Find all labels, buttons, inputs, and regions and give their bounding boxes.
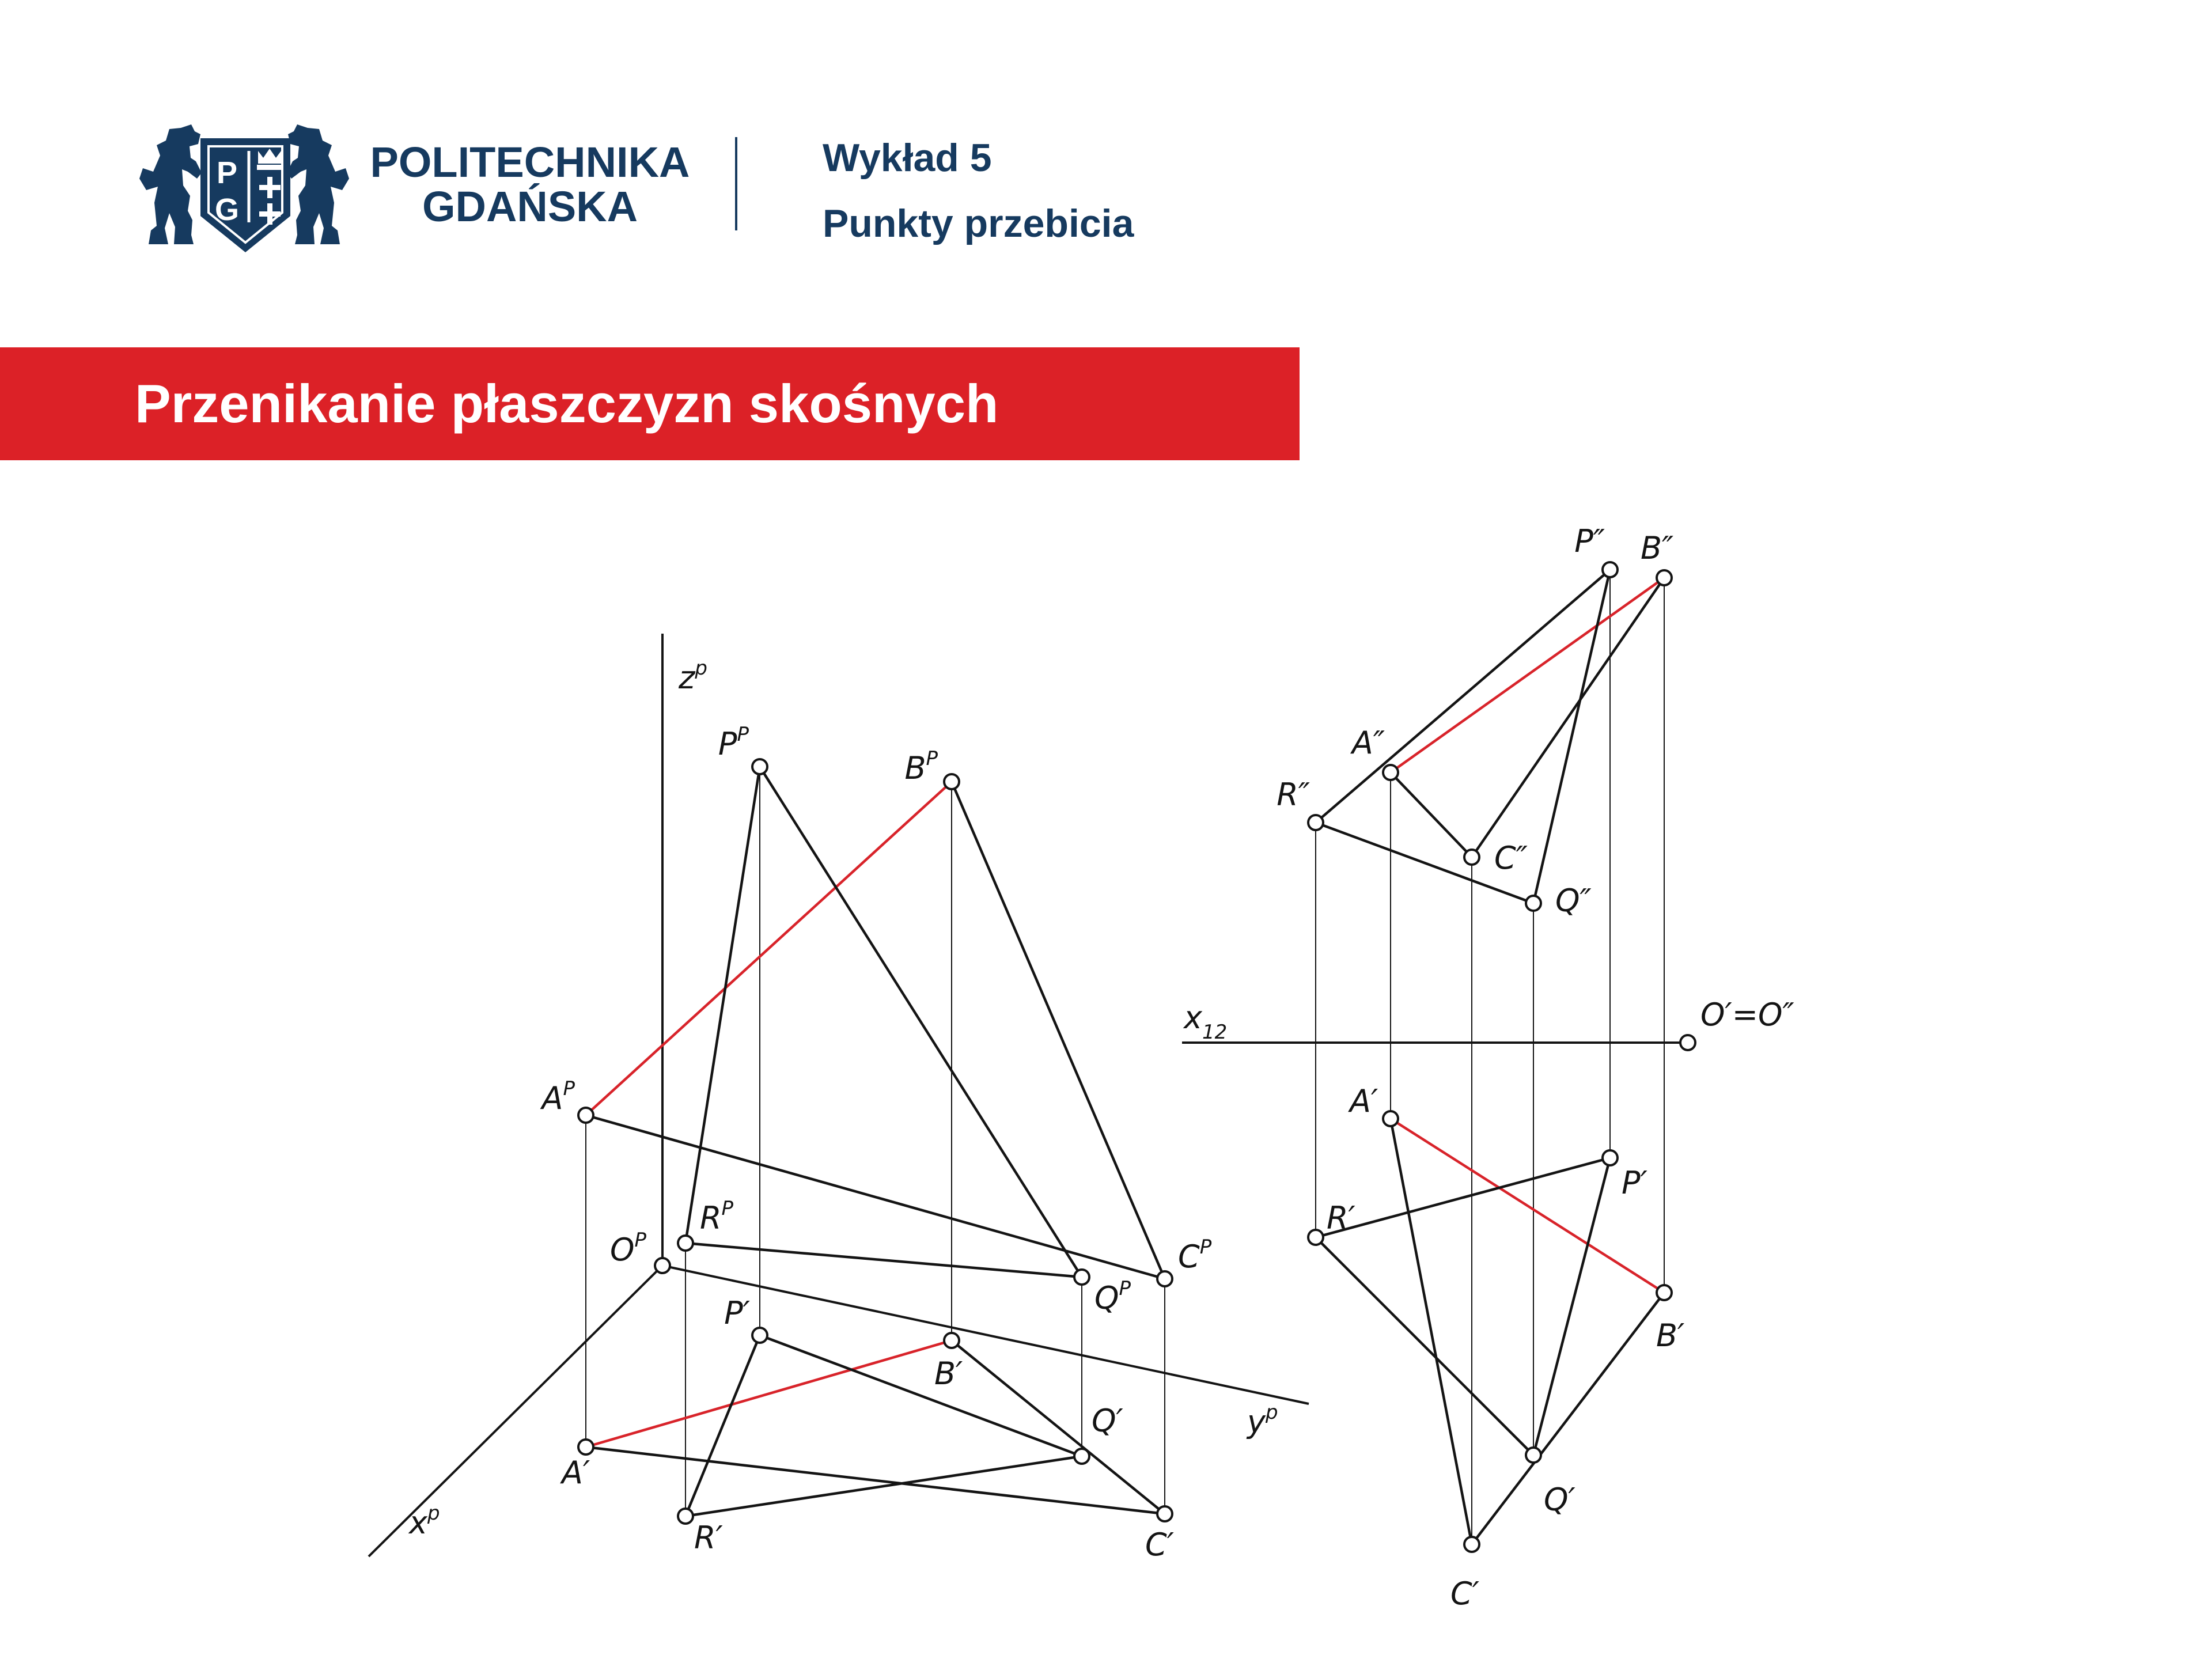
monge-view-edge-A2-C2	[1391, 772, 1472, 857]
shield-monogram-p: P	[216, 156, 238, 190]
lecture-topic: Punkty przebicia	[823, 202, 1134, 245]
axonometric-view-point-PP	[752, 759, 767, 774]
lecture-number: Wykład 5	[823, 136, 992, 180]
axonometric-view-point-R1	[678, 1509, 693, 1524]
axonometric-view-edge-PP-QP	[760, 767, 1082, 1277]
axonometric-view-label-QP: $Q^P$	[1094, 1277, 1131, 1316]
axonometric-view-label-B1: B′	[934, 1355, 963, 1392]
monge-view-edge-A2-B2	[1391, 578, 1664, 772]
monge-view-point-B2	[1657, 570, 1672, 585]
monge-view-point-Q1	[1526, 1448, 1541, 1463]
monge-view-edge-P2-R2	[1316, 570, 1610, 823]
axonometric-view-edge-BP-CP	[952, 782, 1165, 1279]
axonometric-view-point-Q1	[1074, 1449, 1089, 1464]
axonometric-view-point-P1	[752, 1328, 767, 1343]
axonometric-view-label-C1: C′	[1145, 1527, 1174, 1563]
monge-view-point-C1	[1464, 1537, 1479, 1552]
monge-view-edge-B2-C2	[1472, 578, 1664, 857]
monge-view-label-C2: C″	[1494, 840, 1528, 876]
monge-view-label-C1: C′	[1450, 1575, 1479, 1612]
monge-view-label-B1: B′	[1656, 1317, 1685, 1354]
monge-view	[1182, 523, 1794, 1612]
monge-view-label-P1: P′	[1622, 1165, 1647, 1201]
monge-view-point-A1	[1383, 1111, 1398, 1126]
axonometric-view-label-R1: R′	[694, 1520, 723, 1556]
monge-view-point-R1	[1308, 1230, 1323, 1245]
axonometric-view-edge-AP-CP	[586, 1115, 1165, 1279]
monge-view-point-Q2	[1526, 896, 1541, 911]
monge-view-point-P1	[1603, 1150, 1618, 1165]
monge-view-label-O12: O′=O″	[1700, 997, 1794, 1033]
monge-view-edge-P1-Q1	[1533, 1158, 1610, 1455]
axonometric-view-label-AP: $A^P$	[541, 1077, 575, 1116]
monge-view-edge-P1-R1	[1316, 1158, 1610, 1237]
axonometric-view-label-RP: $R^P$	[700, 1197, 734, 1236]
monge-view-point-B1	[1657, 1285, 1672, 1300]
axonometric-view-label-y-axis: $y^p$	[1247, 1401, 1278, 1440]
axonometric-view-point-A1	[578, 1440, 593, 1455]
monge-view-point-R2	[1308, 815, 1323, 830]
monge-view-point-O12	[1680, 1035, 1695, 1050]
axonometric-view-point-OP	[655, 1258, 670, 1273]
axonometric-view-edge-AP-BP	[586, 782, 952, 1115]
axonometric-view-label-A1: A′	[562, 1455, 590, 1491]
axonometric-view-label-PP: $P^P$	[718, 723, 749, 762]
monge-view-label-Q1: Q′	[1544, 1482, 1575, 1518]
axonometric-view-edge-P1-Q1	[760, 1335, 1082, 1456]
axonometric-view-point-B1	[944, 1333, 959, 1348]
monge-view-label-P2: P″	[1574, 523, 1605, 559]
axonometric-view-label-BP: $B^P$	[904, 747, 938, 786]
axonometric-view-point-BP	[944, 774, 959, 789]
axonometric-view-edge-A1-B1	[586, 1340, 952, 1447]
monge-view-label-A2: A″	[1351, 725, 1385, 761]
monge-view-point-C2	[1464, 850, 1479, 865]
monge-view-label-x12-axis: $x_{12}$	[1184, 999, 1228, 1044]
axonometric-view-edge-PP-RP	[685, 767, 760, 1243]
axonometric-view-label-Q1: Q′	[1092, 1403, 1123, 1439]
axonometric-view-point-RP	[678, 1236, 693, 1251]
axonometric-view-edge-RP-QP	[685, 1243, 1082, 1277]
monge-view-edge-P2-Q2	[1533, 570, 1610, 903]
axonometric-view-label-CP: $C^P$	[1178, 1236, 1212, 1275]
monge-view-edge-A1-C1	[1391, 1119, 1472, 1544]
monge-view-label-R2: R″	[1277, 777, 1310, 813]
monge-view-point-A2	[1383, 765, 1398, 780]
axonometric-view-edge-P1-R1	[685, 1335, 760, 1516]
shield-monogram-g: G	[214, 192, 240, 227]
axonometric-view-label-x-axis: $x^p$	[409, 1502, 440, 1541]
axonometric-view-point-CP	[1157, 1271, 1172, 1286]
axonometric-view	[369, 634, 1309, 1563]
monge-view-label-Q2: Q″	[1555, 882, 1592, 919]
axonometric-view-point-C1	[1157, 1506, 1172, 1521]
axonometric-view-point-QP	[1074, 1270, 1089, 1285]
monge-view-edge-R1-Q1	[1316, 1237, 1533, 1455]
axonometric-view-point-AP	[578, 1108, 593, 1123]
university-name-line1: POLITECHNIKA	[370, 138, 690, 186]
monge-view-label-A1: A′	[1350, 1083, 1378, 1119]
axonometric-view-label-z-axis: $z^p$	[679, 657, 707, 696]
monge-view-point-P2	[1603, 562, 1618, 577]
section-title: Przenikanie płaszczyzn skośnych	[135, 373, 999, 434]
monge-view-label-R1: R′	[1327, 1200, 1355, 1236]
monge-view-label-B2: B″	[1641, 530, 1674, 566]
university-name-line2: GDAŃSKA	[422, 182, 638, 230]
axonometric-view-label-P1: P′	[724, 1295, 750, 1331]
axonometric-view-label-OP: $O^P$	[609, 1229, 646, 1268]
